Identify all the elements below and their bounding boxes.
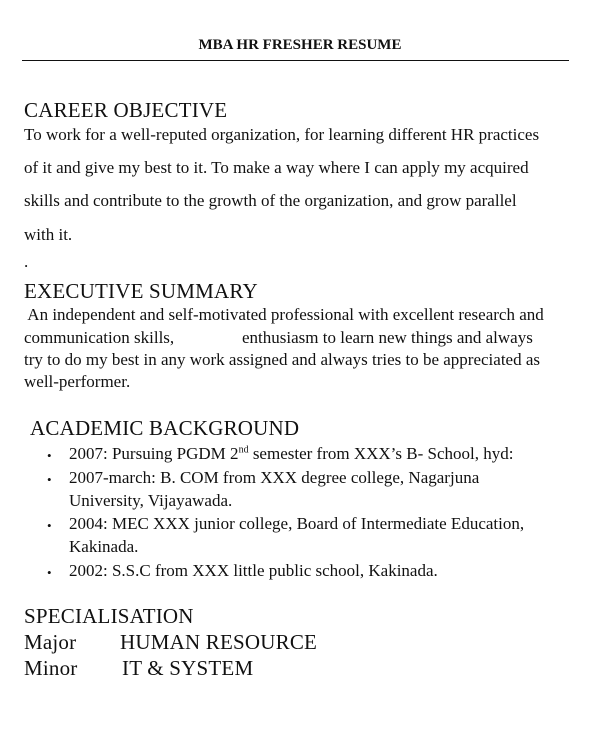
specialisation-value: IT & SYSTEM — [122, 656, 254, 680]
bullet-icon: • — [47, 518, 52, 533]
executive-summary-line: well-performer. — [24, 372, 131, 391]
career-objective-line: skills and contribute to the growth of the organization, and grow parallel — [24, 191, 517, 210]
title-divider — [22, 60, 569, 61]
executive-summary-line: communication skills, — [24, 328, 175, 347]
bullet-icon: • — [47, 448, 52, 463]
bullet-icon: • — [47, 565, 52, 580]
bullet-icon: • — [47, 472, 52, 487]
career-objective-line: with it. — [24, 225, 73, 244]
academic-item: 2007-march: B. COM from XXX degree college, Nagarjuna — [69, 468, 480, 487]
academic-item-continuation: University, Vijayawada. — [69, 491, 233, 510]
executive-summary-heading: EXECUTIVE SUMMARY — [24, 279, 258, 303]
specialisation-label: Minor — [24, 656, 78, 680]
career-objective-line: To work for a well-reputed organization, for learning different HR practices — [24, 125, 540, 144]
academic-item-continuation: Kakinada. — [69, 537, 139, 556]
stray-dot: . — [24, 252, 29, 271]
academic-item: 2002: S.S.C from XXX little public school, Kakinada. — [69, 561, 438, 580]
academic-item: 2004: MEC XXX junior college, Board of Intermediate Education, — [69, 514, 525, 533]
executive-summary-line: enthusiasm to learn new things and always — [242, 328, 533, 347]
specialisation-heading: SPECIALISATION — [24, 604, 194, 628]
document-title: MBA HR FRESHER RESUME — [198, 37, 402, 53]
executive-summary-line: An independent and self-motivated professional with excellent research and — [24, 305, 544, 324]
specialisation-label: Major — [24, 630, 77, 654]
specialisation-value: HUMAN RESOURCE — [120, 630, 318, 654]
academic-background-heading: ACADEMIC BACKGROUND — [30, 416, 300, 440]
academic-item: 2007: Pursuing PGDM 2nd semester from XXX’s B- School, hyd: — [69, 444, 514, 463]
career-objective-heading: CAREER OBJECTIVE — [24, 98, 228, 122]
career-objective-line: of it and give my best to it. To make a way where I can apply my acquired — [24, 158, 529, 177]
executive-summary-line: try to do my best in any work assigned and always tries to be appreciated as — [24, 350, 541, 369]
